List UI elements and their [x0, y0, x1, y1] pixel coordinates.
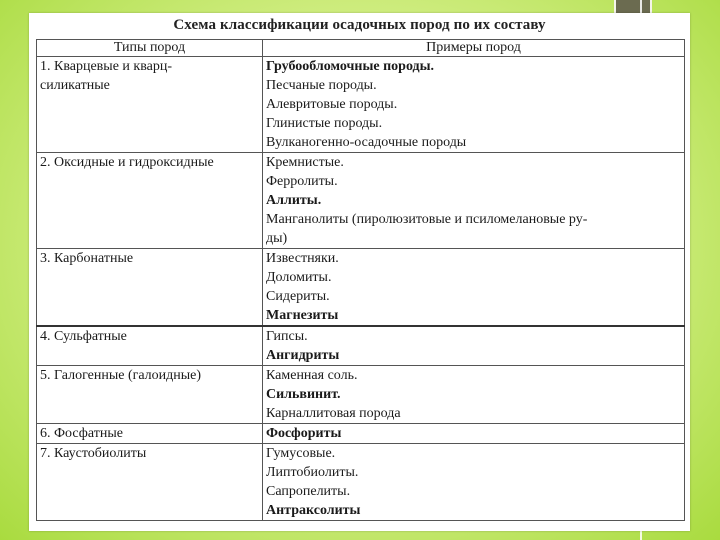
rock-example-item: Гипсы. — [266, 329, 308, 344]
header-rock-types: Типы пород — [37, 40, 263, 57]
rock-type-label: 4. Сульфатные — [40, 329, 127, 344]
document-page — [29, 13, 690, 531]
rock-example-item: Сапропелиты. — [266, 484, 351, 499]
rock-example-item: Магнезиты — [266, 308, 339, 323]
rock-example-item: Каменная соль. — [266, 368, 358, 383]
table-body — [37, 57, 685, 521]
rock-type-label: 5. Галогенные (галоидные) — [40, 368, 202, 383]
rock-examples-cell — [263, 366, 685, 424]
rock-example-item: Гумусовые. — [266, 446, 336, 461]
table-row — [37, 444, 685, 521]
rock-type-label: 3. Карбонатные — [40, 251, 134, 266]
header-rock-examples: Примеры пород — [263, 40, 685, 57]
rock-type-cell — [37, 249, 263, 327]
rock-type-cell — [37, 326, 263, 366]
rock-example-item: Вулканогенно-осадочные породы — [266, 135, 467, 150]
rock-examples-cell — [263, 444, 685, 521]
rock-type-cell — [37, 444, 263, 521]
rock-example-item: Фосфориты — [266, 426, 342, 441]
table-header-row — [37, 40, 685, 57]
table-row — [37, 424, 685, 444]
rock-example-item: Антраксолиты — [266, 503, 361, 518]
rock-example-item: Песчаные породы. — [266, 78, 377, 93]
rock-example-item: Липтобиолиты. — [266, 465, 359, 480]
rock-type-cell — [37, 153, 263, 249]
rock-examples-cell — [263, 249, 685, 327]
rock-example-item: Доломиты. — [266, 270, 332, 285]
table-row — [37, 366, 685, 424]
table-row — [37, 57, 685, 153]
rock-type-label: 2. Оксидные и гидроксидные — [40, 155, 214, 170]
rock-example-item: Ферролиты. — [266, 174, 338, 189]
rock-example-item: Грубообломочные породы. — [266, 59, 435, 74]
table-row — [37, 249, 685, 327]
rock-example-item: Манганолиты (пиролюзитовые и псиломелановые ру- — [266, 212, 588, 227]
rock-example-item: Алевритовые породы. — [266, 97, 398, 112]
rock-example-item: Кремнистые. — [266, 155, 344, 170]
classification-table — [36, 39, 685, 521]
rock-example-item: Аллиты. — [266, 193, 322, 208]
rock-examples-cell — [263, 424, 685, 444]
rock-examples-cell — [263, 326, 685, 366]
rock-examples-cell — [263, 153, 685, 249]
rock-type-label: 1. Кварцевые и кварц- — [40, 59, 173, 74]
rock-type-label: 6. Фосфатные — [40, 426, 123, 441]
table-row — [37, 153, 685, 249]
rock-type-cell — [37, 424, 263, 444]
document-title: Схема классификации осадочных пород по их составу — [173, 17, 546, 33]
rock-example-item: Карналлитовая порода — [266, 406, 401, 421]
rock-type-cell — [37, 366, 263, 424]
rock-example-item: Ангидриты — [266, 348, 340, 363]
rock-type-cell — [37, 57, 263, 153]
rock-type-label: 7. Каустобиолиты — [40, 446, 147, 461]
rock-example-item: Сидериты. — [266, 289, 330, 304]
rock-type-label: силикатные — [40, 78, 110, 93]
rock-example-item: Сильвинит. — [266, 387, 341, 402]
rock-examples-cell — [263, 57, 685, 153]
rock-example-item: Известняки. — [266, 251, 339, 266]
rock-example-item: ды) — [266, 231, 288, 246]
rock-example-item: Глинистые породы. — [266, 116, 383, 131]
table-row — [37, 326, 685, 366]
